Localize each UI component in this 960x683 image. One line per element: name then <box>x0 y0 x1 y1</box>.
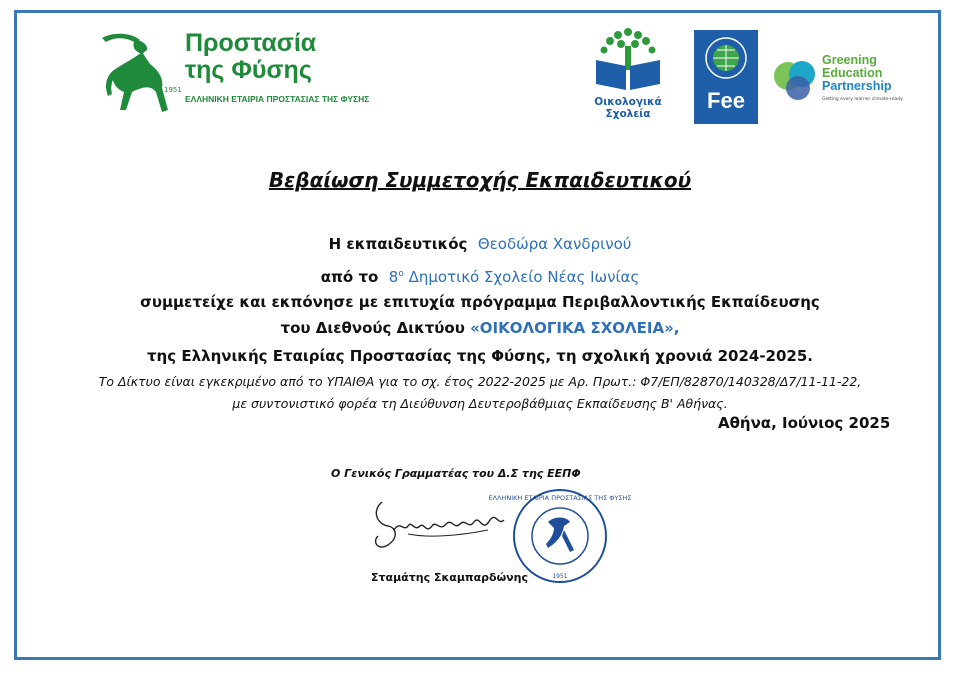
approval-line-1: Το Δίκτυο είναι εγκεκριμένο από το ΥΠΑΙΘΑ για το σχ. έτος 2022-2025 με Αρ. Πρωτ.: Φ7/ΕΠ/82870/140328/Δ7/11-11-22, <box>98 374 862 389</box>
network-prefix: του Διεθνούς Δικτύου <box>280 319 465 337</box>
seal-ring-text: ΕΛΛΗΝΙΚΗ ΕΤΑΙΡΙΑ ΠΡΟΣΤΑΣΙΑΣ ΤΗΣ ΦΥΣΗΣ <box>488 494 632 502</box>
teacher-label: Η εκπαιδευτικός <box>328 235 468 253</box>
signatory-role: Ο Γενικός Γραμματέας του Δ.Σ της ΕΕΠΦ <box>331 467 581 480</box>
signatory-name: Σταμάτης Σκαμπαρδώνης <box>371 571 529 584</box>
seal-year: 1951 <box>552 573 568 580</box>
school-name-group <box>389 268 639 286</box>
teacher-line <box>0 235 960 253</box>
eco-schools-caption: Οικολογικά Σχολεία <box>594 96 662 120</box>
ppf-logo <box>92 29 370 120</box>
handwritten-signature <box>368 490 508 560</box>
school-prefix: από το <box>320 268 379 286</box>
participation-line: συμμετείχε και εκπόνησε με επιτυχία πρόγραμμα Περιβαλλοντικής Εκπαίδευσης <box>140 293 820 311</box>
school-ordinal: ο <box>398 269 404 279</box>
ppf-title: Προστασία της Φύσης <box>185 29 317 84</box>
ppf-year: 1951 <box>164 86 182 94</box>
gep-tagline: Getting every learner climate-ready <box>822 97 903 102</box>
certificate-date: Αθήνα, Ιούνιος 2025 <box>718 414 891 432</box>
gep-words: Greening Education Partnership <box>822 53 892 93</box>
network-line <box>0 319 960 337</box>
gep-logo <box>772 54 922 110</box>
gep-mark-icon <box>772 56 820 106</box>
school-name: Δημοτικό Σχολείο Νέας Ιωνίας <box>408 268 640 286</box>
ppf-subtitle: ΕΛΛΗΝΙΚΗ ΕΤΑΙΡΙΑ ΠΡΟΣΤΑΣΙΑΣ ΤΗΣ ΦΥΣΗΣ <box>185 94 370 104</box>
globe-icon <box>694 30 758 86</box>
school-number: 8 <box>388 268 399 286</box>
society-line: της Ελληνικής Εταιρίας Προστασίας της Φύσης, τη σχολική χρονιά 2024-2025. <box>146 347 814 365</box>
network-name: «ΟΙΚΟΛΟΓΙΚΑ ΣΧΟΛΕΙΑ», <box>470 319 680 337</box>
approval-line-2: με συντονιστικό φορέα τη Διεύθυνση Δευτεροβάθμιας Εκπαίδευσης Β' Αθήνας. <box>232 396 728 411</box>
fee-label: Fee <box>707 88 745 113</box>
tree-book-icon <box>590 26 666 94</box>
certificate-title: Βεβαίωση Συμμετοχής Εκπαιδευτικού <box>268 168 692 192</box>
teacher-name: Θεοδώρα Χανδρινού <box>477 235 632 253</box>
ibex-icon <box>92 30 182 120</box>
eco-schools-logo <box>590 26 666 124</box>
school-line <box>0 268 960 286</box>
fee-logo <box>694 30 758 124</box>
